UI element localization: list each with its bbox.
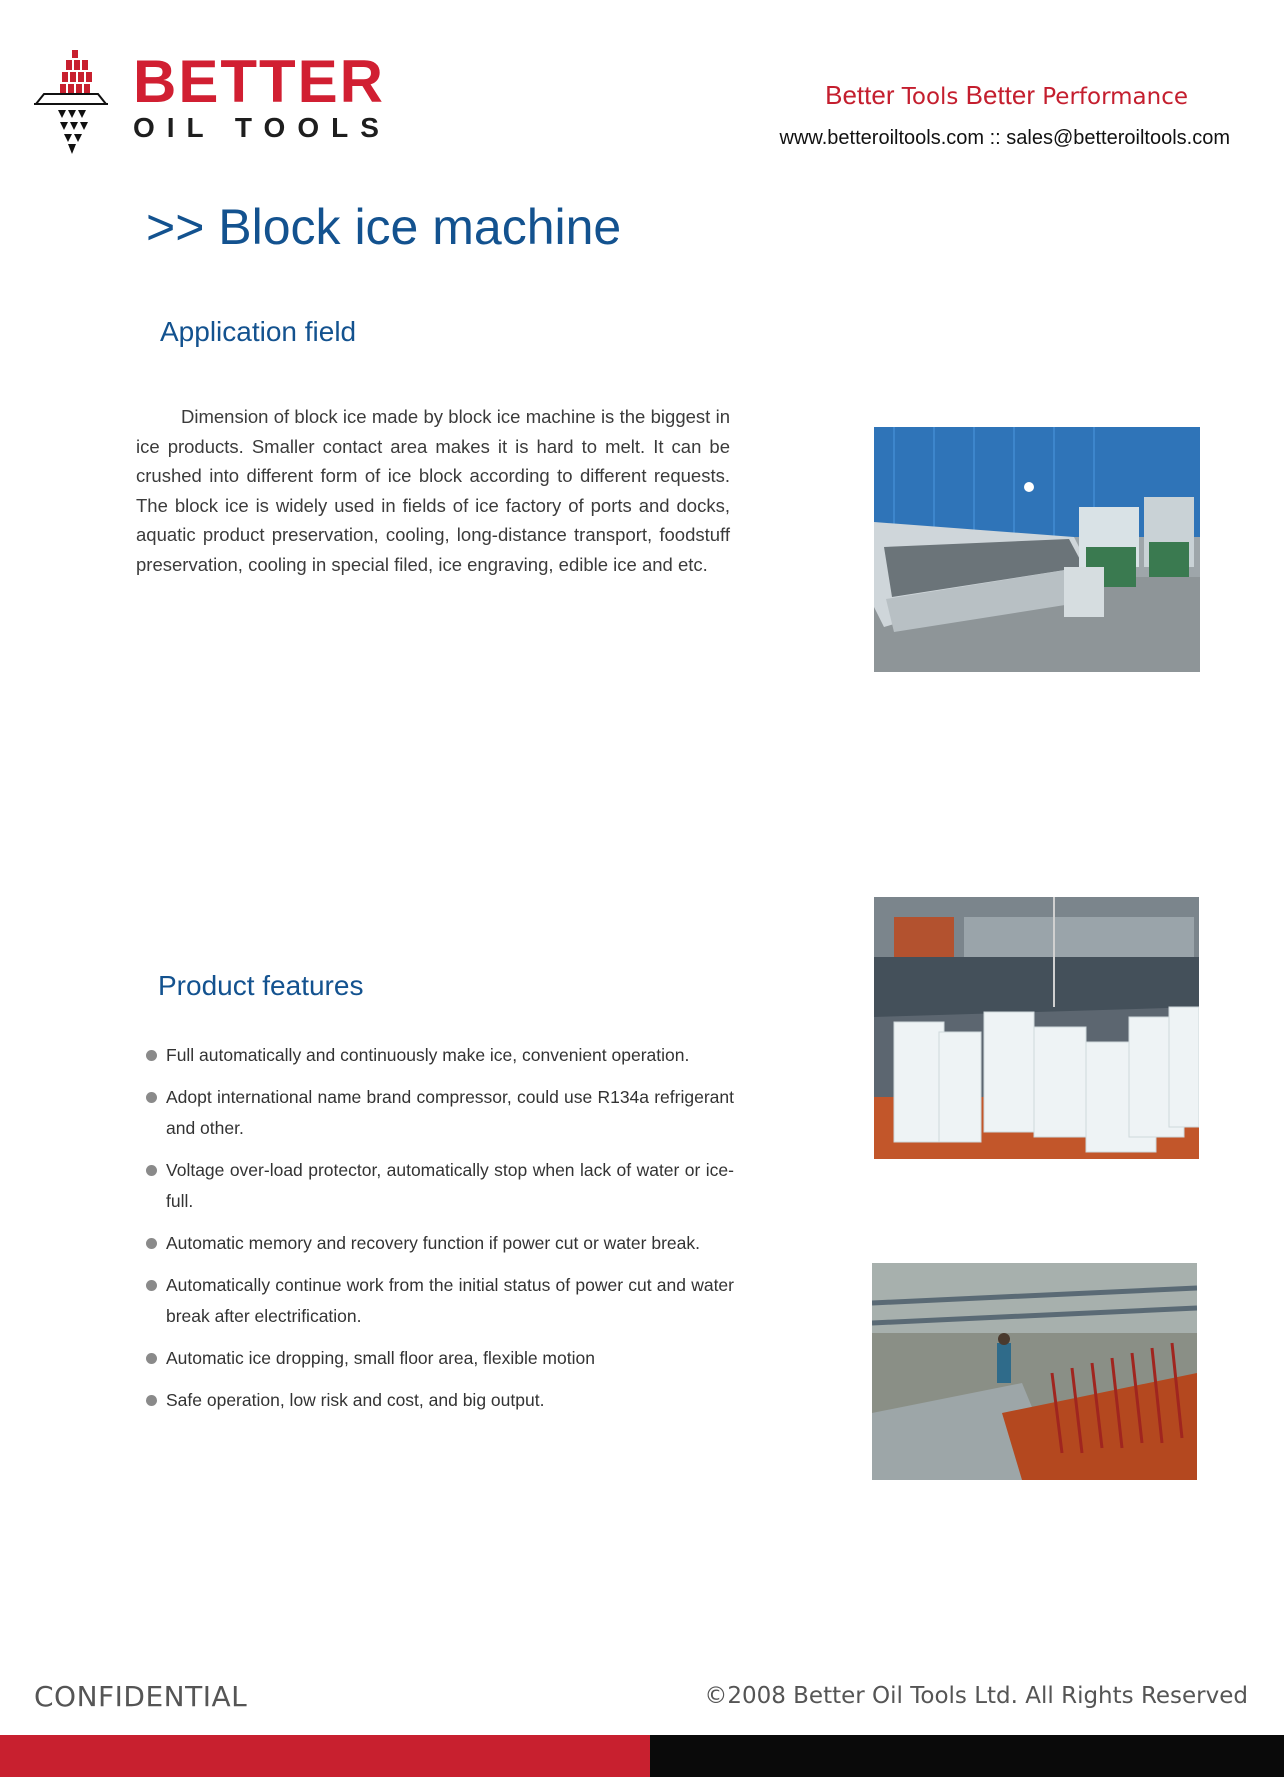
feature-text: Full automatically and continuously make ice, convenient operation. (166, 1045, 690, 1065)
copyright-notice: ©2008 Better Oil Tools Ltd. All Rights Reserved (704, 1683, 1248, 1709)
contact-info: www.betteroiltools.com :: sales@betteroiltools.com (779, 127, 1230, 149)
footer-red-bar (0, 1735, 650, 1777)
product-features-heading: Product features (158, 970, 364, 1001)
bullet-icon (146, 1280, 157, 1291)
tagline-word: Tools (901, 84, 959, 110)
ice-factory-photo (872, 1263, 1197, 1480)
tagline-word: Better (825, 80, 895, 110)
list-item (144, 1082, 734, 1144)
logo-wordmark-better: BETTER (133, 48, 385, 115)
feature-text: Adopt international name brand compressor, could use R134a refrigerant and other. (166, 1087, 734, 1138)
feature-text: Automatic ice dropping, small floor area, flexible motion (166, 1348, 595, 1368)
list-item (144, 1228, 734, 1259)
application-field-text: Dimension of block ice made by block ice machine is the biggest in ice products. Smaller contact area makes it is hard to melt. It can be crushed into different form of ice block according to different requests. The block ice is widely used in fields of ice factory of ports and docks, aquatic product preservation, cooling, long-distance transport, foodstuff preservation, cooling in special filed, ice engraving, edible ice and etc. (136, 406, 730, 575)
bullet-icon (146, 1092, 157, 1103)
tagline (825, 82, 1188, 109)
bullet-icon (146, 1050, 157, 1061)
logo-wordmark-oil-tools: OIL TOOLS (133, 112, 391, 143)
list-item (144, 1155, 734, 1217)
application-field-heading: Application field (160, 316, 357, 347)
feature-text: Automatic memory and recovery function if power cut or water break. (166, 1233, 700, 1253)
tagline-word: Performance (1042, 84, 1188, 110)
tagline-word: Better (965, 80, 1036, 110)
ice-blocks-photo (874, 897, 1199, 1159)
feature-text: Automatically continue work from the initial status of power cut and water break after electrification. (166, 1275, 734, 1326)
confidential-label: CONFIDENTIAL (34, 1680, 248, 1713)
footer-black-bar (650, 1735, 1284, 1777)
list-item (144, 1343, 734, 1374)
feature-text: Safe operation, low risk and cost, and big output. (166, 1390, 545, 1410)
page-title: >> Block ice machine (146, 199, 622, 255)
block-ice-machine-photo (874, 427, 1200, 672)
list-item (144, 1385, 734, 1416)
bullet-icon (146, 1353, 157, 1364)
list-item (144, 1270, 734, 1332)
feature-text: Voltage over-load protector, automatically stop when lack of water or ice-full. (166, 1160, 734, 1211)
list-item (144, 1040, 734, 1071)
bullet-icon (146, 1395, 157, 1406)
features-list (144, 1040, 734, 1427)
bullet-icon (146, 1238, 157, 1249)
bullet-icon (146, 1165, 157, 1176)
